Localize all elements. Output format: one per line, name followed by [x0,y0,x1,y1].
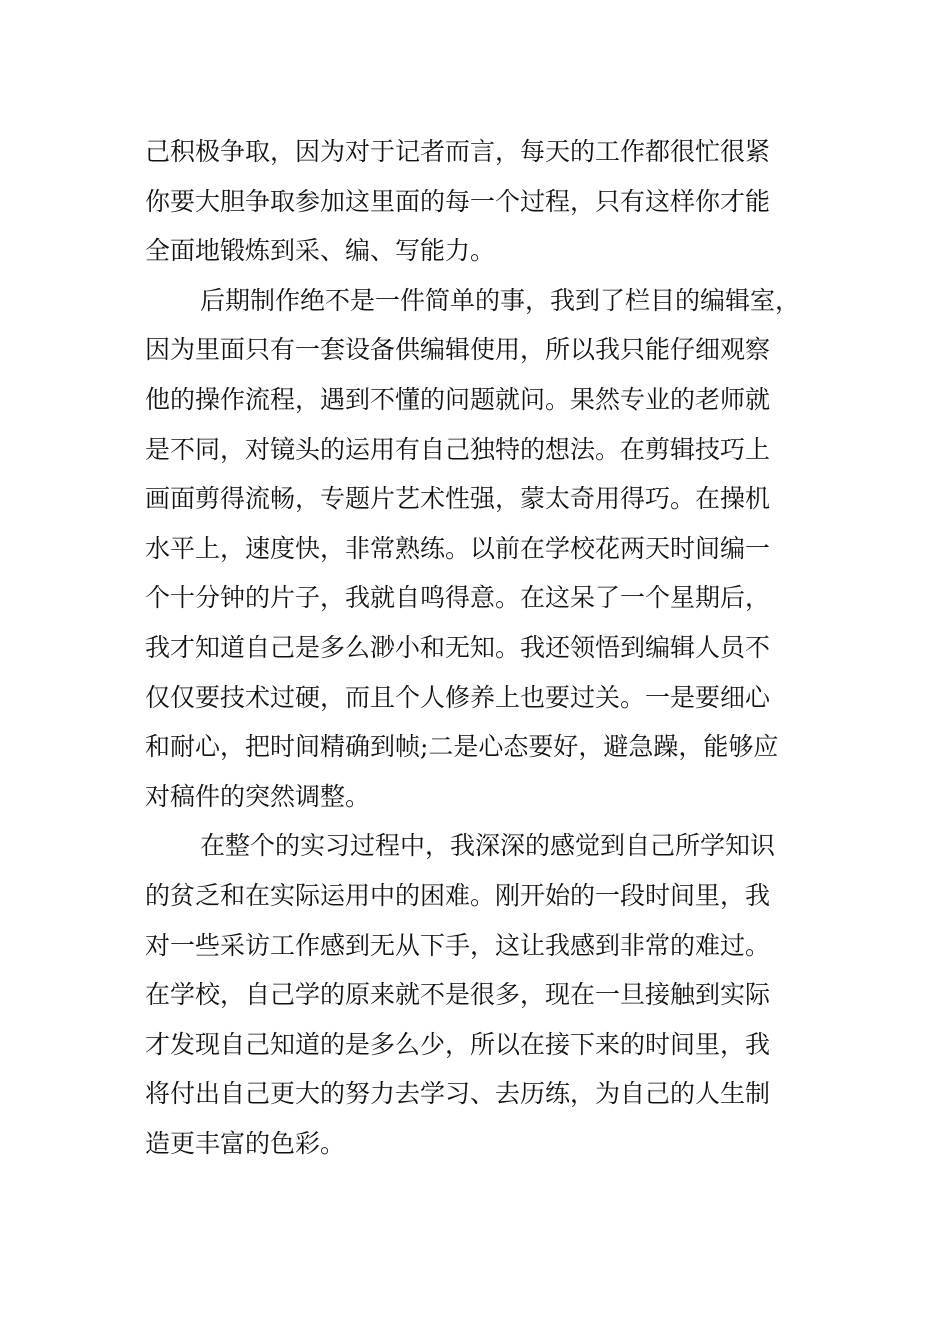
text-line: 画面剪得流畅，专题片艺术性强，蒙太奇用得巧。在操机 [145,484,771,514]
text-line: 水平上，速度快，非常熟练。以前在学校花两天时间编一 [145,533,771,563]
text-line: 全面地锻炼到采、编、写能力。 [145,236,496,266]
text-line: 他的操作流程，遇到不懂的问题就问。果然专业的老师就 [145,384,771,414]
text-line: 个十分钟的片子，我就自鸣得意。在这呆了一个星期后， [145,583,771,613]
text-line: 是不同，对镜头的运用有自己独特的想法。在剪辑技巧上 [145,434,771,464]
paragraph-first-line: 在整个的实习过程中，我深深的感觉到自己所学知识 [200,831,776,861]
paragraph-first-line: 后期制作绝不是一件简单的事，我到了栏目的编辑室， [200,285,801,315]
text-line: 我才知道自己是多么渺小和无知。我还领悟到编辑人员不 [145,632,771,662]
text-line: 的贫乏和在实际运用中的困难。刚开始的一段时间里，我 [145,880,771,910]
text-line: 对稿件的突然调整。 [145,781,371,811]
text-line: 仅仅要技术过硬，而且个人修养上也要过关。一是要细心 [145,682,771,712]
text-line: 对一些采访工作感到无从下手，这让我感到非常的难过。 [145,930,771,960]
text-line: 将付出自己更大的努力去学习、去历练，为自己的人生制 [145,1079,771,1109]
text-line: 你要大胆争取参加这里面的每一个过程，只有这样你才能 [145,186,771,216]
text-line: 才发现自己知道的是多么少，所以在接下来的时间里，我 [145,1029,771,1059]
text-line: 造更丰富的色彩。 [145,1128,346,1158]
text-line: 在学校，自己学的原来就不是很多，现在一旦接触到实际 [145,980,771,1010]
text-line: 和耐心，把时间精确到帧;二是心态要好，避急躁，能够应 [145,732,779,762]
text-line: 因为里面只有一套设备供编辑使用，所以我只能仔细观察 [145,335,771,365]
body-text [145,127,825,1168]
text-line: 己积极争取，因为对于记者而言，每天的工作都很忙很紧 [145,137,771,166]
